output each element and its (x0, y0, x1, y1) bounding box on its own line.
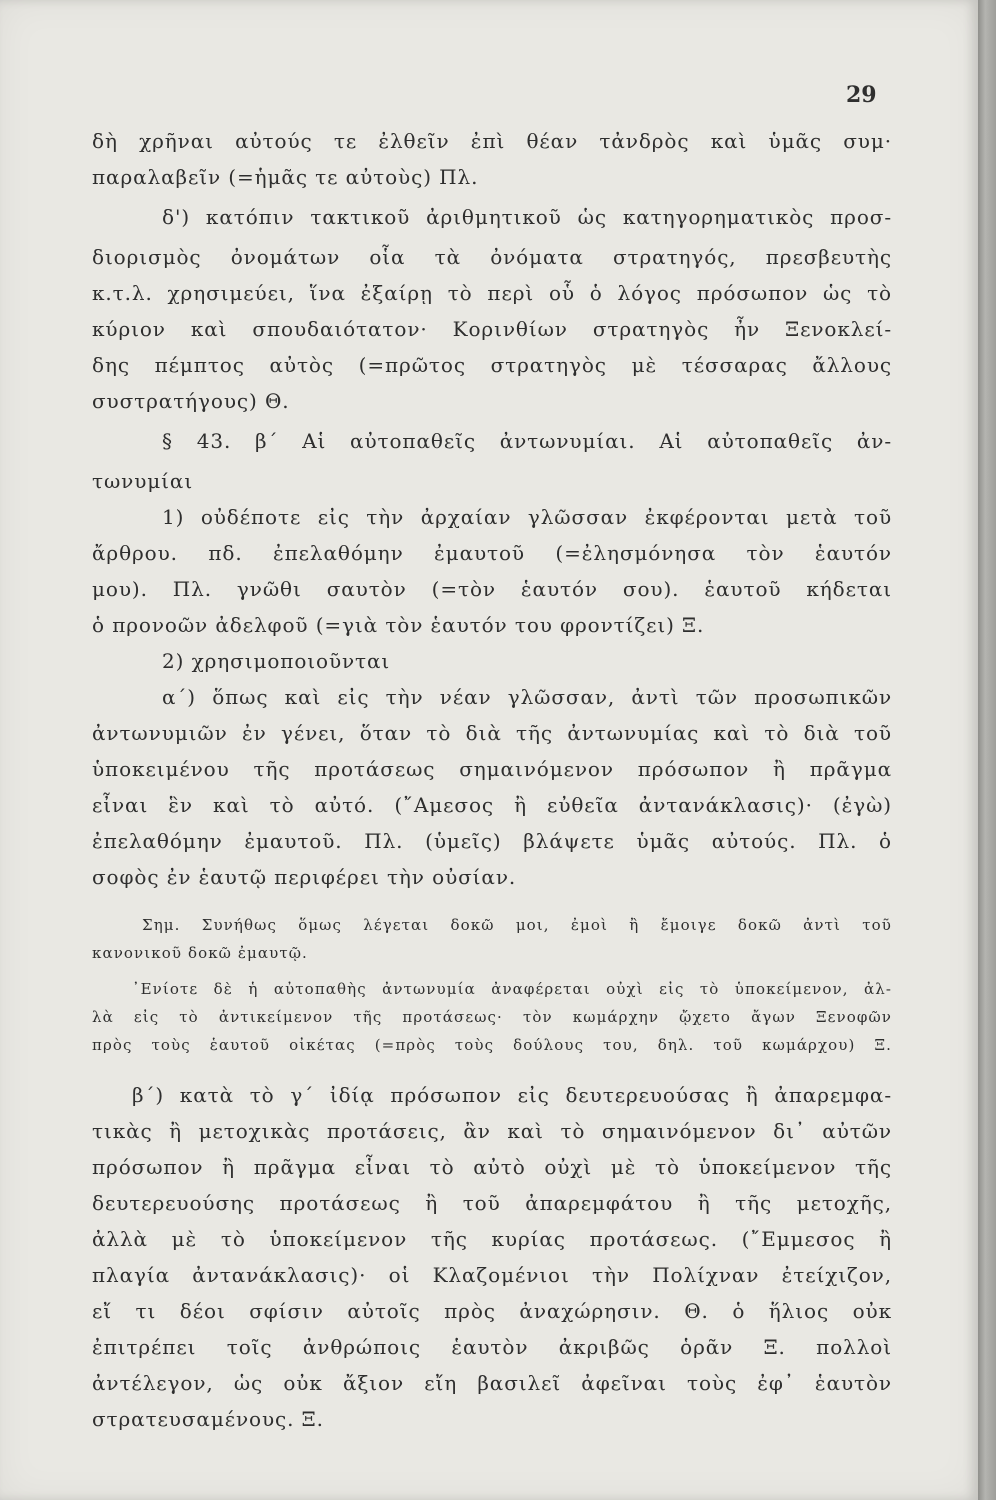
note-line: λὰ εἰς τὸ ἀντικείμενον τῆς προτάσεως· τὸν κωμάρχην ᾤχετο ἄγων Ξενοφῶν (92, 1008, 892, 1026)
note-line: Σημ. Συνήθως ὅμως λέγεται δοκῶ μοι, ἐμοὶ ἢ ἔμοιγε δοκῶ ἀντὶ τοῦ (142, 916, 892, 934)
text-line: 1) οὐδέποτε εἰς τὴν ἀρχαίαν γλῶσσαν ἐκφέρονται μετὰ τοῦ (162, 505, 892, 529)
text-line: α΄) ὅπως καὶ εἰς τὴν νέαν γλῶσσαν, ἀντὶ τῶν προσωπικῶν (162, 685, 892, 709)
text-line: ἐπιτρέπει τοῖς ἀνθρώποις ἑαυτὸν ἀκριβῶς ὁρᾶν Ξ. πολλοὶ (92, 1335, 892, 1359)
note-line: κανονικοῦ δοκῶ ἐμαυτῷ. (92, 944, 308, 962)
text-line: ὁ προνοῶν ἀδελφοῦ (=γιὰ τὸν ἑαυτόν του φροντίζει) Ξ. (92, 613, 705, 637)
section-heading: § 43. β΄ Αἱ αὐτοπαθεῖς ἀντωνυμίαι. Αἱ αὐτοπαθεῖς ἀν- (162, 429, 892, 453)
page-edge (978, 0, 996, 1500)
text-line: δευτερευούσης προτάσεως ἢ τοῦ ἀπαρεμφάτου ἢ τῆς μετοχῆς, (92, 1191, 892, 1215)
text-line: πλαγία ἀντανάκλασις)· οἱ Κλαζομένιοι τὴν Πολίχναν ἐτείχιζον, (92, 1263, 892, 1287)
text-line: εἶναι ἓν καὶ τὸ αὐτό. (῎Αμεσος ἢ εὐθεῖα ἀντανάκλασις)· (ἐγὼ) (92, 793, 892, 817)
note-line: πρὸς τοὺς ἑαυτοῦ οἰκέτας (=πρὸς τοὺς δούλους του, δηλ. τοῦ κωμάρχου) Ξ. (92, 1036, 892, 1054)
text-line: διορισμὸς ὀνομάτων οἷα τὰ ὀνόματα στρατηγός, πρεσβευτὴς (92, 245, 892, 269)
text-line: β΄) κατὰ τὸ γ΄ ἰδίᾳ πρόσωπον εἰς δευτερευούσας ἢ ἀπαρεμφα- (132, 1083, 892, 1107)
text-line: δ') κατόπιν τακτικοῦ ἀριθμητικοῦ ὡς κατηγορηματικὸς προσ- (162, 205, 892, 229)
text-line: ὑποκειμένου τῆς προτάσεως σημαινόμενον πρόσωπον ἢ πρᾶγμα (92, 757, 892, 781)
text-line: ἀντέλεγον, ὡς οὐκ ἄξιον εἴη βασιλεῖ ἀφεῖναι τοὺς ἐφ᾽ ἑαυτὸν (92, 1371, 892, 1395)
text-line: στρατευσαμένους. Ξ. (92, 1407, 324, 1431)
text-line: 2) χρησιμοποιοῦνται (162, 649, 391, 673)
text-line: πρόσωπον ἢ πρᾶγμα εἶναι τὸ αὐτὸ οὐχὶ μὲ τὸ ὑποκείμενον τῆς (92, 1155, 892, 1179)
text-line: κ.τ.λ. χρησιμεύει, ἵνα ἐξαίρῃ τὸ περὶ οὗ ὁ λόγος πρόσωπον ὡς τὸ (92, 281, 892, 305)
text-line: μου). Πλ. γνῶθι σαυτὸν (=τὸν ἑαυτόν σου). ἑαυτοῦ κήδεται (92, 577, 892, 601)
text-line: δὴ χρῆναι αὐτούς τε ἐλθεῖν ἐπὶ θέαν τἀνδρὸς καὶ ὑμᾶς συμ· (92, 129, 892, 153)
text-line: τωνυμίαι (92, 469, 194, 493)
page-body (92, 123, 892, 1437)
text-line: κύριον καὶ σπουδαιότατον· Κορινθίων στρατηγὸς ἦν Ξενοκλεί- (92, 317, 892, 341)
text-line: ἀλλὰ μὲ τὸ ὑποκείμενον τῆς κυρίας προτάσεως. (῎Εμμεσος ἢ (92, 1227, 892, 1251)
text-line: συστρατήγους) Θ. (92, 389, 290, 413)
page-number: 29 (846, 82, 877, 108)
text-line: σοφὸς ἐν ἑαυτῷ περιφέρει τὴν οὐσίαν. (92, 865, 517, 889)
text-line: εἴ τι δέοι σφίσιν αὐτοῖς πρὸς ἀναχώρησιν. Θ. ὁ ἥλιος οὐκ (92, 1299, 892, 1323)
note-line: ᾿Ενίοτε δὲ ἡ αὐτοπαθὴς ἀντωνυμία ἀναφέρεται οὐχὶ εἰς τὸ ὑποκείμενον, ἀλ- (132, 980, 892, 998)
text-line: δης πέμπτος αὐτὸς (=πρῶτος στρατηγὸς μὲ τέσσαρας ἄλλους (92, 353, 892, 377)
text-line: παραλαβεῖν (=ἡμᾶς τε αὐτοὺς) Πλ. (92, 165, 479, 189)
text-line: ἐπελαθόμην ἐμαυτοῦ. Πλ. (ὑμεῖς) βλάψετε ὑμᾶς αὐτούς. Πλ. ὁ (92, 829, 892, 853)
text-line: ἄρθρου. πδ. ἐπελαθόμην ἐμαυτοῦ (=ἐλησμόνησα τὸν ἑαυτόν (92, 541, 892, 565)
text-line: τικὰς ἢ μετοχικὰς προτάσεις, ἂν καὶ τὸ σημαινόμενον δι᾽ αὐτῶν (92, 1119, 892, 1143)
text-line: ἀντωνυμιῶν ἐν γένει, ὅταν τὸ διὰ τῆς ἀντωνυμίας καὶ τὸ διὰ τοῦ (92, 721, 892, 745)
